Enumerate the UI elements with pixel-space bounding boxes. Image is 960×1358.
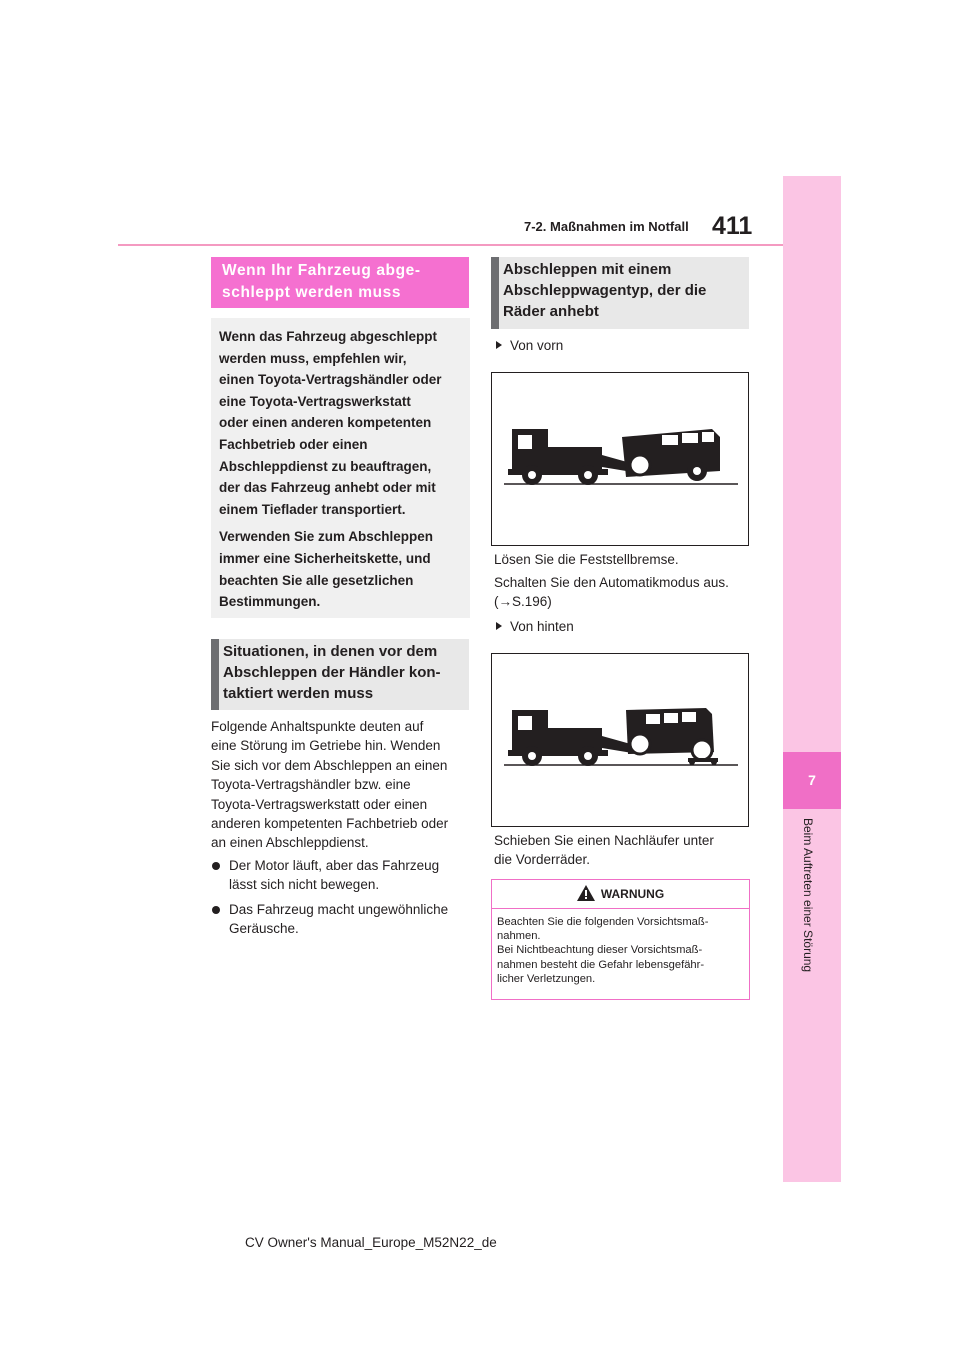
chapter-tab[interactable]: 7 <box>783 752 841 809</box>
text-line: anderen kompetenten Fachbetrieb oder <box>211 816 449 832</box>
heading-line: Abschleppwagentyp, der die <box>503 282 707 299</box>
from-rear-label <box>496 619 574 634</box>
tow-truck-rear-icon <box>492 654 748 826</box>
info-line: einen Toyota-Vertragshändler oder <box>219 372 442 388</box>
info-line: Verwenden Sie zum Abschleppen <box>219 529 434 545</box>
header-rule <box>118 244 784 246</box>
text-line: Beachten Sie die folgenden Vorsichtsmaß- <box>497 916 709 928</box>
text-line: licher Verletzungen. <box>497 972 596 985</box>
text-line: Sie sich vor dem Abschleppen an einen <box>211 757 448 773</box>
tow-truck-front-icon <box>492 373 748 545</box>
warning-box <box>491 879 750 1000</box>
dolly-text <box>494 831 754 870</box>
auto-mode-text <box>494 573 754 612</box>
heading-line: Räder anhebt <box>503 303 599 320</box>
text-line: (→S.196) <box>494 594 552 610</box>
chapter-sidebar <box>783 176 841 1182</box>
text-line: die Vorderräder. <box>494 852 591 868</box>
text-line: Toyota-Vertragswerkstatt oder einen <box>211 796 428 812</box>
heading-towing-line: Wenn Ihr Fahrzeug abge- <box>222 262 421 279</box>
towing-info-box <box>211 318 470 618</box>
text-line: Folgende Anhaltspunkte deuten auf <box>211 719 424 734</box>
text-line: nahmen. <box>497 930 541 943</box>
info-line: einem Tieflader transportiert. <box>219 501 406 517</box>
heading-towing-line: schleppt werden muss <box>222 284 402 301</box>
transmission-paragraph <box>211 717 473 853</box>
text-line: eine Störung im Getriebe hin. Wenden <box>211 738 441 754</box>
info-line: immer eine Sicherheitskette, und <box>219 550 431 566</box>
info-line: der das Fahrzeug anhebt oder mit <box>219 480 436 496</box>
list-item <box>211 856 473 895</box>
heading-towing <box>211 257 469 308</box>
info-line: eine Toyota-Vertragswerkstatt <box>219 393 411 409</box>
chapter-label <box>797 818 817 998</box>
chapter-label-text: Beim Auftreten einer Störung <box>801 818 815 973</box>
warning-title: WARNUNG <box>600 887 665 901</box>
text-line: Toyota-Vertragshändler bzw. eine <box>211 777 411 793</box>
tow-rear-illustration <box>491 653 749 827</box>
arrow-right-icon <box>496 622 502 630</box>
symptom-list <box>211 856 473 944</box>
text-line: Schalten Sie den Automatikmodus aus. <box>494 575 729 590</box>
info-line: Bestimmungen. <box>219 594 321 610</box>
text-line: Schieben Sie einen Nachläufer unter <box>494 833 714 848</box>
info-line: oder einen anderen kompetenten <box>219 415 432 431</box>
info-paragraph <box>219 326 460 520</box>
text-line: an einen Abschleppdienst. <box>211 835 369 851</box>
info-line: Wenn das Fahrzeug abgeschleppt <box>219 329 438 344</box>
heading-line: Abschleppen der Händler kon- <box>223 664 441 681</box>
heading-line: Abschleppen mit einem <box>503 261 672 278</box>
text-line: nahmen besteht die Gefahr lebensgefähr- <box>497 958 705 971</box>
text-line: Der Motor läuft, aber das Fahrzeug <box>229 858 440 873</box>
heading-wheel-lift <box>491 257 749 329</box>
from-rear-text: Von hinten <box>510 619 574 634</box>
arrow-right-icon <box>496 341 502 349</box>
footer-manual-id: CV Owner's Manual_Europe_M52N22_de <box>245 1235 497 1250</box>
text-line: lässt sich nicht bewegen. <box>229 877 380 893</box>
bullet-icon <box>212 862 220 870</box>
info-line: Abschleppdienst zu beauftragen, <box>219 458 432 474</box>
info-line: Fachbetrieb oder einen <box>219 436 368 452</box>
warning-header <box>492 880 749 909</box>
info-paragraph <box>219 526 460 612</box>
from-front-label <box>496 338 563 353</box>
heading-situations <box>211 639 469 710</box>
warning-triangle-icon <box>577 885 595 901</box>
from-front-text: Von vorn <box>510 338 564 353</box>
heading-line: taktiert werden muss <box>223 685 374 702</box>
tow-front-illustration <box>491 372 749 546</box>
info-line: beachten Sie alle gesetzlichen <box>219 572 414 588</box>
info-line: werden muss, empfehlen wir, <box>219 350 407 366</box>
text-line: Geräusche. <box>229 921 299 937</box>
warning-text <box>492 909 749 986</box>
page-number: 411 <box>712 212 753 240</box>
section-title: 7-2. Maßnahmen im Notfall <box>524 219 689 234</box>
heading-line: Situationen, in denen vor dem <box>223 643 438 660</box>
release-brake-text: Lösen Sie die Feststellbremse. <box>494 552 679 567</box>
list-item <box>211 900 473 939</box>
text-line: Das Fahrzeug macht ungewöhnliche <box>229 901 449 917</box>
text-line: Bei Nichtbeachtung dieser Vorsichtsmaß- <box>497 944 703 957</box>
bullet-icon <box>212 906 220 914</box>
